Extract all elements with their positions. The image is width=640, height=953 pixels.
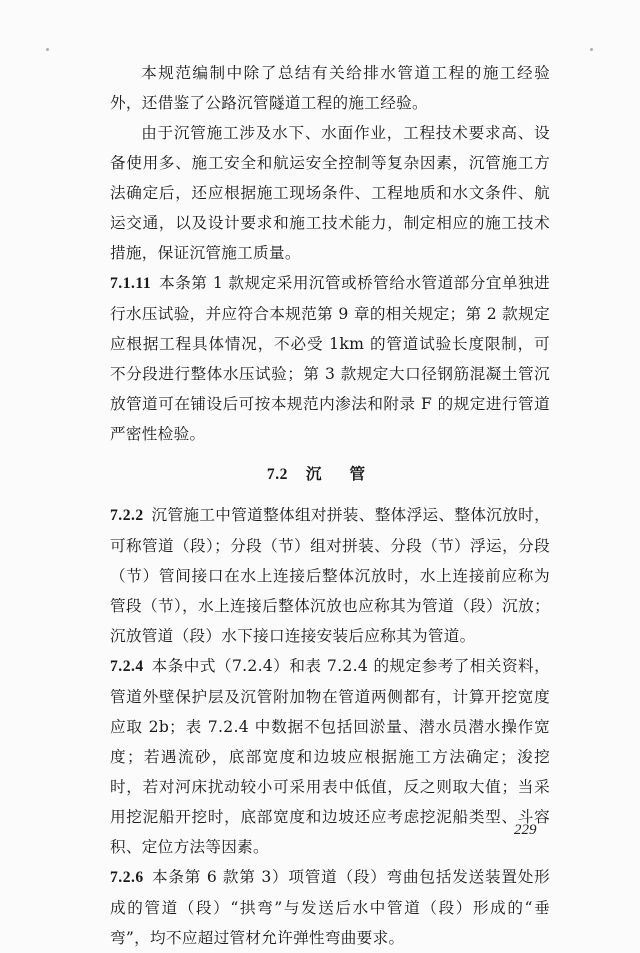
section-title: 沉管 xyxy=(305,464,394,483)
clause-number: 7.2.6 xyxy=(110,869,144,886)
scan-mark-left xyxy=(46,48,49,51)
page-body xyxy=(110,58,550,953)
scan-mark-right xyxy=(590,48,593,51)
intro-paragraph-2: 由于沉管施工涉及水下、水面作业，工程技术要求高、设备使用多、施工安全和航运安全控制等复杂因素，沉管施工方法确定后，还应根据施工现场条件、工程地质和水文条件、航运交通，以及设计要求和施工技术能力，制定相应的施工技术措施，保证沉管施工质量。 xyxy=(110,124,550,262)
clause-number: 7.2.4 xyxy=(110,658,144,675)
clause-text: 本条第 6 款第 3）项管道（段）弯曲包括发送装置处形成的管道（段）“拱弯”与发送后水中管道（段）形成的“垂弯”，均不应超过管材允许弹性弯曲要求。 xyxy=(110,868,550,947)
clause-7-2-2 xyxy=(110,500,550,651)
section-number: 7.2 xyxy=(266,466,288,483)
clause-7-1-11 xyxy=(110,268,550,449)
intro-paragraph-1: 本规范编制中除了总结有关给排水管道工程的施工经验外，还借鉴了公路沉管隧道工程的施工经验。 xyxy=(110,64,550,112)
clause-text: 本条中式（7.2.4）和表 7.2.4 的规定参考了相关资料，管道外壁保护层及沉管附加物在管道两侧都有，计算开挖宽度应取 2b；表 7.2.4 中数据不包括回淤量、潜水员潜水操作宽度；若遇流砂，底部宽度和边坡应根据施工方法确定；浚挖时，若对河床扰动较小可采用表中低值，反之则取大值；当采用挖泥船开挖时，底部宽度和边坡还应考虑挖泥船类型、斗容积、定位方法等因素。 xyxy=(110,657,550,856)
clause-7-2-6 xyxy=(110,862,550,953)
clause-number: 7.2.2 xyxy=(110,507,144,524)
section-heading xyxy=(110,459,550,490)
clause-7-2-4 xyxy=(110,651,550,862)
clause-text: 本条第 1 款规定采用沉管或桥管给水管道部分宜单独进行水压试验，并应符合本规范第 9 章的相关规定；第 2 款规定应根据工程具体情况，不必受 1km 的管道试验长度限制，可不分段进行整体水压试验；第 3 款规定大口径钢筋混凝土管沉放管道可在铺设后可按本规范内渗法和附录 F 的规定进行管道严密性检验。 xyxy=(110,274,550,443)
clause-number: 7.1.11 xyxy=(110,275,152,292)
page-number: 229 xyxy=(514,822,537,838)
clause-text: 沉管施工中管道整体组对拼装、整体浮运、整体沉放时，可称管道（段）；分段（节）组对拼装、分段（节）浮运，分段（节）管间接口在水上连接后整体沉放时，水上连接前应称为管段（节），水上连接后整体沉放也应称其为管道（段）沉放；沉放管道（段）水下接口连接安装后应称其为管道。 xyxy=(110,506,550,645)
